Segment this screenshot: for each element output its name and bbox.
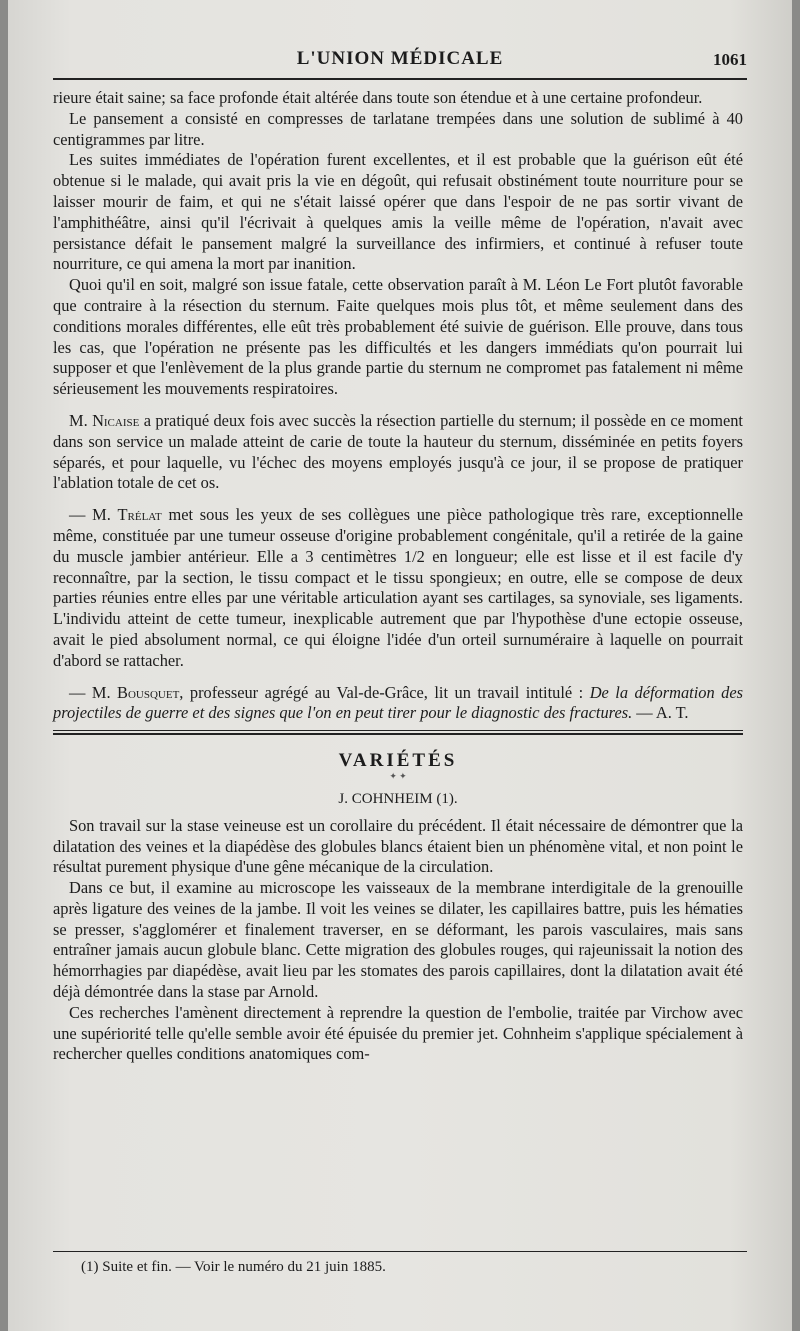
author-name-trelat: Trélat [117, 505, 162, 525]
paragraph-trelat-prefix: — M. [69, 505, 118, 525]
paragraph-2: Le pansement a consisté en compresses de tarlatane trempées dans une solution de sublimé à 40 centigrammes par litre. [53, 108, 743, 149]
paragraph-4: Quoi qu'il en soit, malgré son issue fatale, cette observation paraît à M. Léon Le Fort plutôt favorable que contraire à la résection du sternum. Faite quelques mois plus tôt, et même seulement dans des conditions morales différentes, elle eût très probablement été suivie de guérison. Elle prouve, dans tous les cas, que l'opération ne présente pas les difficultés et les dangers immédiats qu'on pourrait lui supposer et que l'enlèvement de la plus grande partie du sternum ne compromet pas fatalement ni même sérieusement les mouvements respiratoires. [53, 275, 743, 399]
paragraph-spacer [53, 494, 743, 505]
section-divider [53, 730, 743, 735]
author-name-nicaise: Nicaise [92, 410, 140, 430]
running-title: L'UNION MÉDICALE [296, 48, 504, 69]
paragraph-trelat-text: met sous les yeux de ses collègues une pièce pathologique très rare, exceptionnelle même, constituée par une tumeur osseuse d'origine probablement congénitale, qu'il a retirée de la gaine du muscle jambier antérieur. Elle a 3 centimètres 1/2 en longueur; elle est lisse et il est facile d'y reconnaître, par la section, le tissu compact et le tissu spongieux; en outre, elle se compose de deux parties réunies entre elles par une véritable articulation ayant ses cartilages, sa synoviale, ses ligaments. L'individu atteint de cette tumeur, inexplicable autrement que par l'hypothèse d'une ectopie osseuse, avait le pied absolument normal, ce qui éloigne l'idée d'un orteil surnuméraire à laquelle on pourrait d'abord se rattacher. [53, 505, 743, 670]
footnote-rule [53, 1251, 747, 1252]
paragraph-varietes-2: Dans ce but, il examine au microscope les vaisseaux de la membrane interdigitale de la grenouille après ligature des veines de la jambe. Il voit les veines se dilater, les capillaires battre, puis les hématies se presser, s'agglomérer et finalement traverser, en se déformant, les parois vasculaires, mais sans entraîner jamais aucun globule blanc. Cette migration des globules rouges, qui rajeunissait la notion des hémorrhagies par diapédèse, avait lieu par les stomates des parois capillaires, dont la dilatation avait été déjà démontrée dans la stase par Arnold. [53, 878, 743, 1002]
page-header [53, 44, 747, 74]
section-author: J. COHNHEIM (1). [338, 790, 458, 807]
footnote: (1) Suite et fin. — Voir le numéro du 21 juin 1885. [81, 1259, 386, 1275]
header-rule [53, 78, 747, 80]
paragraph-bousquet [53, 683, 743, 725]
paragraph-nicaise [53, 411, 743, 494]
paragraph-varietes-3: Ces recherches l'amènent directement à reprendre la question de l'embolie, traitée par Virchow avec une supériorité telle qu'elle semble avoir été épuisée du premier jet. Cohnheim s'applique spécialement à rechercher quelles conditions anatomiques com- [53, 1002, 743, 1064]
paragraph-nicaise-text: a pratiqué deux fois avec succès la résection partielle du sternum; il possède en ce moment dans son service un malade atteint de carie de toute la hauteur du sternum, disséminée en petits foyers séparés, et pour laquelle, vu l'échec des moyens employés jusqu'à ce jour, il se propose de pratiquer l'ablation totale de cet os. [53, 410, 743, 493]
paragraph-nicaise-prefix: M. [69, 410, 93, 430]
paragraph-bousquet-text: , professeur agrégé au Val-de-Grâce, lit un travail intitulé : [179, 682, 590, 702]
paragraph-spacer [53, 672, 743, 683]
paragraph-varietes-1: Son travail sur la stase veineuse est un corollaire du précédent. Il était nécessaire de démontrer que la dilatation des veines et la diapédèse des globules blancs étaient bien un phénomène vital, et non point le résultat purement physique d'une gêne mécanique de la circulation. [53, 815, 743, 877]
ornament-icon: ✦ ✦ [389, 770, 407, 781]
paragraph-bousquet-prefix: — M. [69, 682, 118, 702]
article-body [53, 88, 743, 1065]
paragraph-1: rieure était saine; sa face profonde était altérée dans toute son étendue et à une certaine profondeur. [53, 88, 703, 107]
author-name-bousquet: Bousquet [117, 682, 180, 702]
work-title: De la déformation des projectiles de guerre et des signes que l'on en peut tirer pour le diagnostic des fractures. [53, 682, 743, 723]
page-number: 1061 [713, 50, 747, 69]
paragraph-trelat [53, 505, 743, 671]
paragraph-spacer [53, 400, 743, 411]
page-sheet [8, 0, 792, 1331]
section-title: VARIÉTÉS [338, 750, 458, 772]
signature: — A. T. [632, 703, 689, 723]
paragraph-3: Les suites immédiates de l'opération furent excellentes, et il est probable que la guérison eût été obtenue si le malade, qui avait pris la vie en dégoût, qui refusait obstinément toute nourriture pour se laisser mourir de faim, et qui ne s'était laissé opérer que dans l'espoir de ne pas sortir vivant de l'amphithéâtre, ainsi qu'il l'écrivait à quelques amis la veille même de l'opération, n'avait avec persistance défait le pansement malgré la surveillance des infirmiers, et continué à refuser toute nourriture, ce qui amena la mort par inanition. [53, 150, 743, 274]
